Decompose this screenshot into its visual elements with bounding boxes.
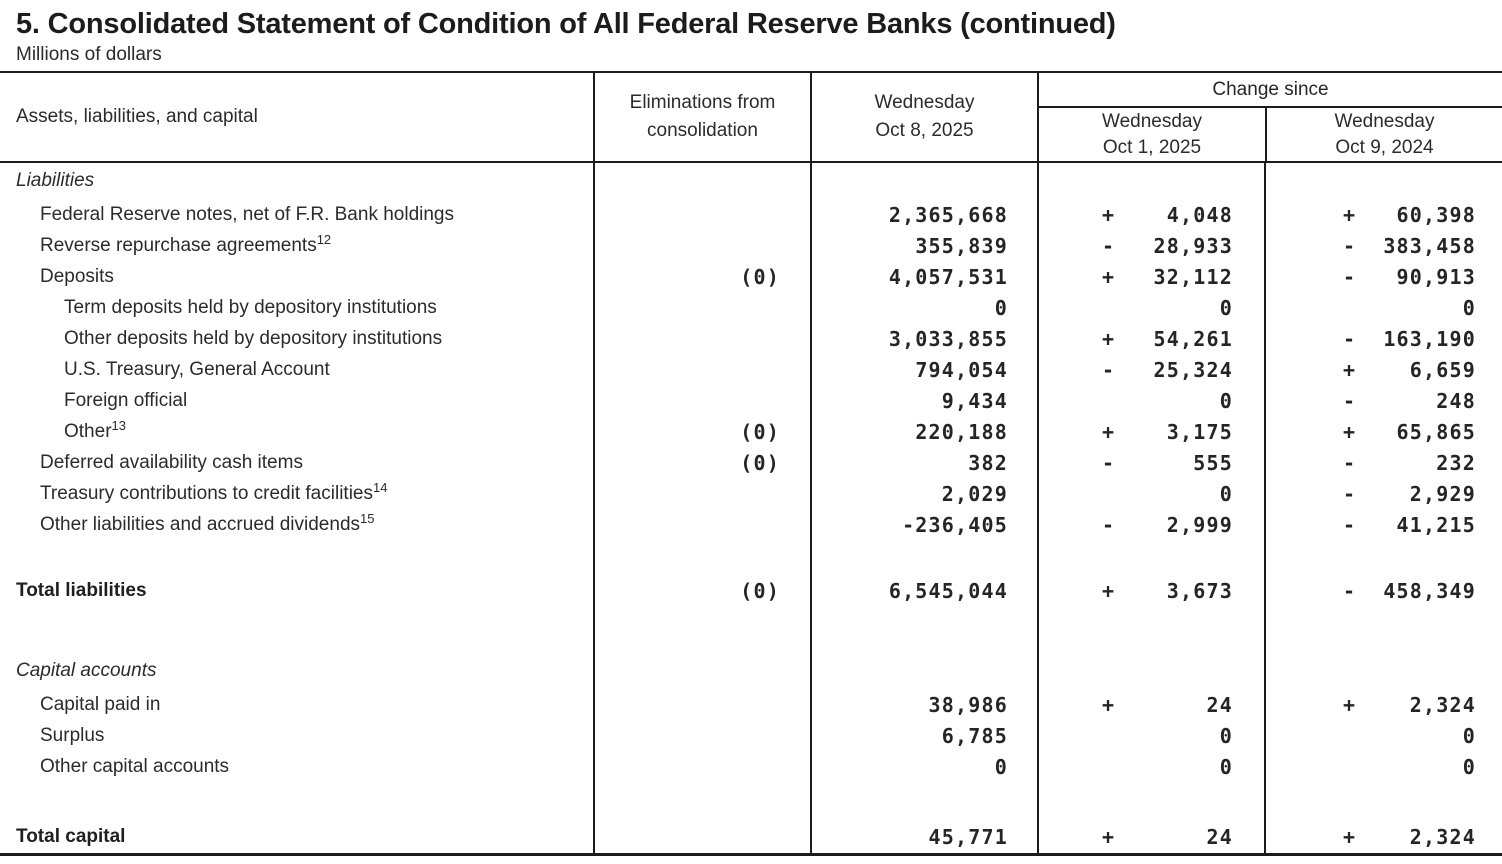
current-value-cell: 2,365,668 bbox=[810, 199, 1037, 230]
change2-value: 60,398 bbox=[1396, 202, 1476, 227]
change1-cell bbox=[1037, 354, 1264, 385]
table-row bbox=[0, 385, 1502, 416]
change1-value: 25,324 bbox=[1153, 357, 1233, 382]
header-current-date bbox=[810, 73, 1037, 161]
row-label-cell bbox=[0, 689, 593, 720]
change1-cell bbox=[1037, 447, 1264, 478]
row-label-cell bbox=[0, 354, 593, 385]
change1-cell bbox=[1037, 653, 1264, 689]
eliminations-cell bbox=[593, 230, 810, 261]
change2-sign: - bbox=[1343, 388, 1357, 413]
change2-value: 2,929 bbox=[1409, 481, 1476, 506]
row-label: U.S. Treasury, General Account bbox=[64, 358, 330, 380]
change2-cell bbox=[1264, 199, 1502, 230]
change2-cell bbox=[1264, 751, 1502, 782]
table-body bbox=[0, 163, 1502, 853]
change2-cell bbox=[1264, 416, 1502, 447]
change2-cell bbox=[1264, 163, 1502, 199]
eliminations-cell: (0) bbox=[593, 416, 810, 447]
current-value-cell: 2,029 bbox=[810, 478, 1037, 509]
current-value-cell: -236,405 bbox=[810, 509, 1037, 540]
row-footnote: 13 bbox=[111, 418, 126, 433]
change1-cell bbox=[1037, 230, 1264, 261]
row-label-cell bbox=[0, 751, 593, 782]
table-row bbox=[0, 540, 1502, 574]
header-eliminations-line2: consolidation bbox=[647, 120, 758, 141]
eliminations-cell bbox=[593, 540, 810, 574]
header-current-line1: Wednesday bbox=[874, 92, 975, 113]
current-value-cell: 45,771 bbox=[810, 820, 1037, 853]
change2-sign: - bbox=[1343, 512, 1357, 537]
change1-cell bbox=[1037, 751, 1264, 782]
change2-cell bbox=[1264, 540, 1502, 574]
change1-cell bbox=[1037, 292, 1264, 323]
change1-sign: + bbox=[1102, 578, 1116, 603]
change2-cell bbox=[1264, 509, 1502, 540]
current-value-cell bbox=[810, 653, 1037, 689]
current-value-cell: 4,057,531 bbox=[810, 261, 1037, 292]
current-value-cell: 794,054 bbox=[810, 354, 1037, 385]
change2-cell bbox=[1264, 354, 1502, 385]
change2-value: 383,458 bbox=[1383, 233, 1476, 258]
table-row bbox=[0, 478, 1502, 509]
change1-value: 4,048 bbox=[1166, 202, 1233, 227]
eliminations-cell bbox=[593, 292, 810, 323]
change2-cell bbox=[1264, 689, 1502, 720]
row-label: Treasury contributions to credit facilities bbox=[40, 482, 373, 504]
row-label: Other capital accounts bbox=[40, 755, 230, 777]
row-label: Surplus bbox=[40, 724, 105, 746]
current-value-cell: 3,033,855 bbox=[810, 323, 1037, 354]
change1-sign: - bbox=[1102, 233, 1116, 258]
change2-value: 458,349 bbox=[1383, 578, 1476, 603]
change1-sign: + bbox=[1102, 202, 1116, 227]
change2-cell bbox=[1264, 323, 1502, 354]
header-eliminations-line1: Eliminations from bbox=[629, 92, 776, 113]
change1-value: 2,999 bbox=[1166, 512, 1233, 537]
change1-value: 0 bbox=[1219, 754, 1233, 779]
change1-value: 555 bbox=[1193, 450, 1233, 475]
change2-cell bbox=[1264, 230, 1502, 261]
row-label: Reverse repurchase agreements bbox=[40, 234, 317, 256]
change2-cell bbox=[1264, 447, 1502, 478]
table-row bbox=[0, 292, 1502, 323]
table-row bbox=[0, 416, 1502, 447]
change1-value: 24 bbox=[1206, 692, 1233, 717]
table-row bbox=[0, 354, 1502, 385]
change2-value: 0 bbox=[1462, 754, 1476, 779]
row-footnote: 15 bbox=[360, 511, 375, 526]
change1-value: 0 bbox=[1219, 481, 1233, 506]
table-row bbox=[0, 653, 1502, 689]
change2-cell bbox=[1264, 820, 1502, 853]
row-label: Deposits bbox=[40, 265, 114, 287]
row-label-cell bbox=[0, 447, 593, 478]
page-subtitle: Millions of dollars bbox=[16, 44, 162, 65]
table-row bbox=[0, 607, 1502, 653]
current-value-cell: 0 bbox=[810, 751, 1037, 782]
change1-cell bbox=[1037, 607, 1264, 653]
table-row bbox=[0, 782, 1502, 820]
change2-sign: - bbox=[1343, 264, 1357, 289]
table-row bbox=[0, 199, 1502, 230]
eliminations-cell bbox=[593, 509, 810, 540]
eliminations-cell bbox=[593, 820, 810, 853]
eliminations-cell bbox=[593, 607, 810, 653]
change2-value: 41,215 bbox=[1396, 512, 1476, 537]
row-label-cell bbox=[0, 782, 593, 820]
eliminations-cell bbox=[593, 385, 810, 416]
row-footnote: 12 bbox=[316, 232, 332, 247]
table-row bbox=[0, 574, 1502, 607]
current-value-cell: 6,545,044 bbox=[810, 574, 1037, 607]
current-value-cell: 6,785 bbox=[810, 720, 1037, 751]
page-title: 5. Consolidated Statement of Condition of All Federal Reserve Banks (continued) bbox=[16, 8, 1116, 40]
row-label-cell bbox=[0, 820, 593, 853]
change2-value: 2,324 bbox=[1409, 824, 1476, 849]
row-label-cell bbox=[0, 720, 593, 751]
change2-cell bbox=[1264, 478, 1502, 509]
change1-cell bbox=[1037, 163, 1264, 199]
change1-cell bbox=[1037, 689, 1264, 720]
change2-value: 163,190 bbox=[1383, 326, 1476, 351]
change2-value: 0 bbox=[1462, 295, 1476, 320]
row-label: Capital accounts bbox=[16, 660, 157, 681]
change2-cell bbox=[1264, 261, 1502, 292]
row-label: Total capital bbox=[16, 825, 126, 847]
change1-value: 3,175 bbox=[1166, 419, 1233, 444]
header-change-subrow bbox=[1039, 108, 1502, 161]
change1-cell bbox=[1037, 478, 1264, 509]
eliminations-cell bbox=[593, 199, 810, 230]
eliminations-cell bbox=[593, 720, 810, 751]
change1-cell bbox=[1037, 416, 1264, 447]
row-label-cell bbox=[0, 509, 593, 540]
current-value-cell: 0 bbox=[810, 292, 1037, 323]
header-change-col2 bbox=[1265, 108, 1502, 161]
header-eliminations bbox=[593, 73, 810, 161]
change1-cell bbox=[1037, 199, 1264, 230]
eliminations-cell: (0) bbox=[593, 447, 810, 478]
change1-value: 32,112 bbox=[1153, 264, 1233, 289]
change2-value: 2,324 bbox=[1409, 692, 1476, 717]
row-label: Other deposits held by depository institutions bbox=[64, 327, 443, 349]
row-label: Foreign official bbox=[64, 389, 188, 411]
change1-sign: - bbox=[1102, 357, 1116, 382]
change1-cell bbox=[1037, 820, 1264, 853]
change2-value: 232 bbox=[1436, 450, 1476, 475]
change1-cell bbox=[1037, 509, 1264, 540]
change1-sign: + bbox=[1102, 824, 1116, 849]
change1-value: 0 bbox=[1219, 388, 1233, 413]
change1-cell bbox=[1037, 574, 1264, 607]
header-current-line2: Oct 8, 2025 bbox=[875, 120, 974, 141]
change1-cell bbox=[1037, 385, 1264, 416]
eliminations-cell: (0) bbox=[593, 574, 810, 607]
table-row bbox=[0, 323, 1502, 354]
table-row bbox=[0, 720, 1502, 751]
change1-sign: + bbox=[1102, 419, 1116, 444]
current-value-cell: 38,986 bbox=[810, 689, 1037, 720]
header-change2-line1: Wednesday bbox=[1334, 110, 1435, 132]
row-label: Capital paid in bbox=[40, 693, 161, 715]
row-label-cell bbox=[0, 323, 593, 354]
row-label-cell bbox=[0, 478, 593, 509]
row-label: Deferred availability cash items bbox=[40, 451, 303, 473]
header-change2-line2: Oct 9, 2024 bbox=[1335, 136, 1434, 158]
change1-cell bbox=[1037, 323, 1264, 354]
header-change1-line2: Oct 1, 2025 bbox=[1102, 136, 1202, 158]
row-label: Federal Reserve notes, net of F.R. Bank holdings bbox=[40, 203, 455, 225]
eliminations-cell bbox=[593, 478, 810, 509]
current-value-cell: 9,434 bbox=[810, 385, 1037, 416]
eliminations-cell bbox=[593, 354, 810, 385]
row-label-cell bbox=[0, 163, 593, 199]
change2-sign: - bbox=[1343, 450, 1357, 475]
change1-sign: + bbox=[1102, 264, 1116, 289]
change2-value: 65,865 bbox=[1396, 419, 1476, 444]
change2-cell bbox=[1264, 574, 1502, 607]
table-row bbox=[0, 261, 1502, 292]
change2-value: 0 bbox=[1462, 723, 1476, 748]
eliminations-cell bbox=[593, 782, 810, 820]
table-header bbox=[0, 73, 1502, 163]
change2-cell bbox=[1264, 385, 1502, 416]
header-change-since: Change since bbox=[1039, 73, 1502, 108]
change2-sign: + bbox=[1343, 824, 1357, 849]
row-label-cell bbox=[0, 574, 593, 607]
change2-cell bbox=[1264, 292, 1502, 323]
row-footnote: 14 bbox=[372, 480, 388, 495]
change2-sign: + bbox=[1343, 357, 1357, 382]
row-label-cell bbox=[0, 385, 593, 416]
row-label: Other bbox=[64, 420, 112, 442]
header-change-col1 bbox=[1039, 108, 1265, 161]
row-label-cell bbox=[0, 607, 593, 653]
current-value-cell bbox=[810, 163, 1037, 199]
current-value-cell: 220,188 bbox=[810, 416, 1037, 447]
change1-value: 0 bbox=[1219, 295, 1233, 320]
change1-value: 54,261 bbox=[1153, 326, 1233, 351]
change2-sign: - bbox=[1343, 233, 1357, 258]
eliminations-cell: (0) bbox=[593, 261, 810, 292]
change1-value: 28,933 bbox=[1153, 233, 1233, 258]
row-label: Liabilities bbox=[16, 170, 95, 191]
row-label-cell bbox=[0, 199, 593, 230]
header-assets-liabilities-capital: Assets, liabilities, and capital bbox=[16, 106, 258, 127]
row-label-cell bbox=[0, 292, 593, 323]
change1-cell bbox=[1037, 720, 1264, 751]
table-row bbox=[0, 820, 1502, 853]
change2-sign: + bbox=[1343, 419, 1357, 444]
change1-sign: + bbox=[1102, 326, 1116, 351]
change1-value: 24 bbox=[1206, 824, 1233, 849]
current-value-cell bbox=[810, 540, 1037, 574]
statement-table bbox=[0, 71, 1502, 856]
change2-sign: - bbox=[1343, 578, 1357, 603]
header-change-group bbox=[1037, 73, 1502, 161]
eliminations-cell bbox=[593, 163, 810, 199]
change1-cell bbox=[1037, 540, 1264, 574]
change2-cell bbox=[1264, 720, 1502, 751]
table-row bbox=[0, 230, 1502, 261]
row-label-cell bbox=[0, 416, 593, 447]
change1-cell bbox=[1037, 782, 1264, 820]
table-row bbox=[0, 751, 1502, 782]
change2-sign: + bbox=[1343, 202, 1357, 227]
change1-value: 0 bbox=[1219, 723, 1233, 748]
change2-sign: - bbox=[1343, 326, 1357, 351]
change2-value: 248 bbox=[1436, 388, 1476, 413]
row-label: Term deposits held by depository institutions bbox=[64, 296, 437, 318]
eliminations-cell bbox=[593, 653, 810, 689]
row-label: Other liabilities and accrued dividends bbox=[40, 513, 361, 535]
row-label-cell bbox=[0, 230, 593, 261]
change1-value: 3,673 bbox=[1166, 578, 1233, 603]
change1-sign: - bbox=[1102, 512, 1116, 537]
table-row bbox=[0, 163, 1502, 199]
header-change1-line1: Wednesday bbox=[1102, 110, 1202, 132]
change2-sign: + bbox=[1343, 692, 1357, 717]
table-row bbox=[0, 447, 1502, 478]
change2-value: 90,913 bbox=[1396, 264, 1476, 289]
row-label: Total liabilities bbox=[16, 579, 147, 601]
change2-cell bbox=[1264, 782, 1502, 820]
eliminations-cell bbox=[593, 689, 810, 720]
change1-cell bbox=[1037, 261, 1264, 292]
eliminations-cell bbox=[593, 751, 810, 782]
change2-cell bbox=[1264, 653, 1502, 689]
row-label-cell bbox=[0, 653, 593, 689]
change2-sign: - bbox=[1343, 481, 1357, 506]
current-value-cell: 355,839 bbox=[810, 230, 1037, 261]
current-value-cell bbox=[810, 607, 1037, 653]
change2-cell bbox=[1264, 607, 1502, 653]
change1-sign: + bbox=[1102, 692, 1116, 717]
eliminations-cell bbox=[593, 323, 810, 354]
table-row bbox=[0, 509, 1502, 540]
current-value-cell: 382 bbox=[810, 447, 1037, 478]
change1-sign: - bbox=[1102, 450, 1116, 475]
change2-value: 6,659 bbox=[1409, 357, 1476, 382]
table-row bbox=[0, 689, 1502, 720]
row-label-cell bbox=[0, 261, 593, 292]
row-label-cell bbox=[0, 540, 593, 574]
current-value-cell bbox=[810, 782, 1037, 820]
